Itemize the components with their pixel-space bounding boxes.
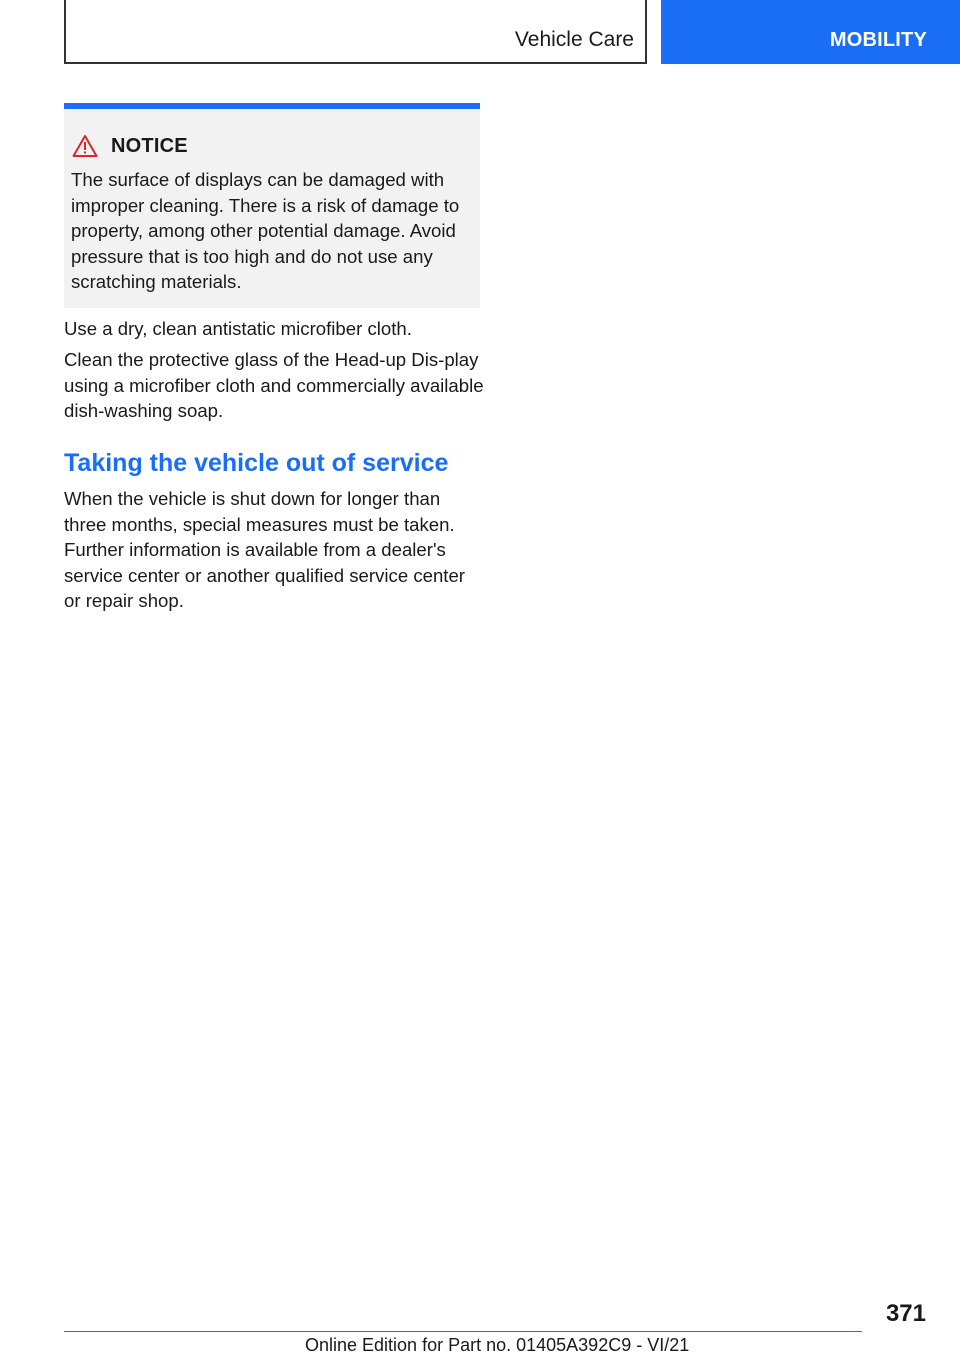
section-title: Vehicle Care bbox=[514, 28, 634, 51]
header-section-box bbox=[64, 0, 647, 64]
notice-box bbox=[64, 103, 480, 308]
paragraph-head-up-display: Clean the protective glass of the Head-up Dis-play using a microfiber cloth and commercially available dish-washing soap. bbox=[64, 349, 484, 421]
page-number: 371 bbox=[885, 1300, 926, 1327]
warning-triangle-icon bbox=[72, 134, 98, 158]
notice-text: The surface of displays can be damaged with improper cleaning. There is a risk of damage to property, among other potential damage. Avoid pressure that is too high and do not use any scratching materials. bbox=[71, 169, 460, 292]
paragraph-out-of-service: When the vehicle is shut down for longer than three months, special measures must be taken. Further information is available from a dealer's service center or another qualified service center or repair shop. bbox=[64, 488, 466, 611]
notice-heading bbox=[72, 133, 188, 159]
chapter-tab-label: MOBILITY bbox=[829, 29, 927, 51]
chapter-tab[interactable] bbox=[661, 0, 960, 64]
section-heading: Taking the vehicle out of service bbox=[64, 449, 449, 477]
paragraph-microfiber-cloth: Use a dry, clean antistatic microfiber cloth. bbox=[64, 318, 412, 339]
footer-divider bbox=[64, 1331, 862, 1332]
notice-title: NOTICE bbox=[111, 134, 188, 157]
edition-footer: Online Edition for Part no. 01405A392C9 - VI/21 bbox=[305, 1335, 690, 1355]
